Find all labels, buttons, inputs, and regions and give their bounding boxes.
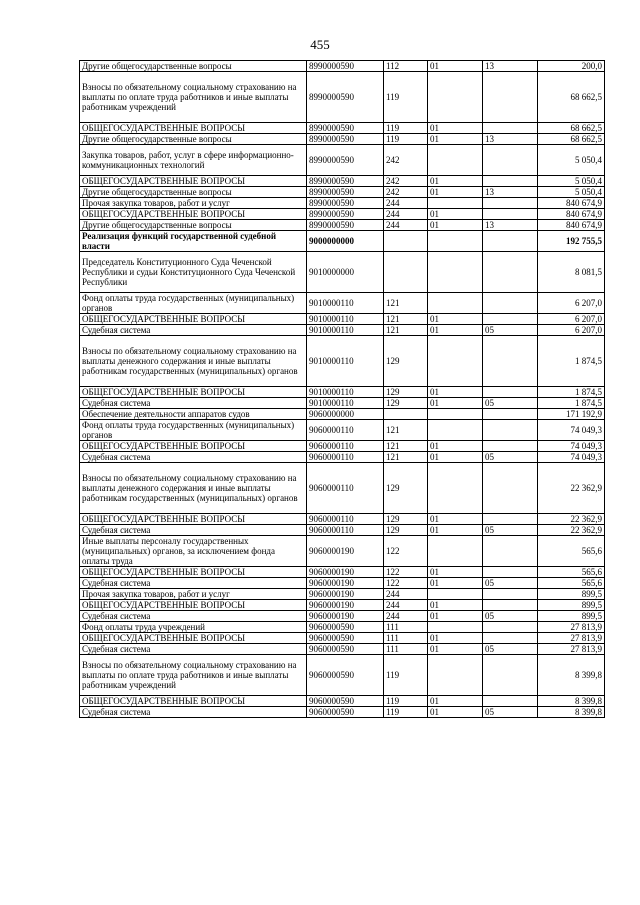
row-subsection: [483, 72, 538, 123]
row-code: 9060000110: [307, 463, 384, 514]
row-subsection: 05: [483, 452, 538, 463]
row-section: 01: [428, 600, 483, 611]
row-name: Судебная система: [80, 325, 307, 336]
row-subsection: 13: [483, 187, 538, 198]
table-row: [80, 409, 605, 420]
row-expense-type: 129: [384, 514, 428, 525]
row-code: 9060000590: [307, 644, 384, 655]
row-expense-type: 244: [384, 589, 428, 600]
row-subsection: 05: [483, 398, 538, 409]
row-expense-type: 121: [384, 420, 428, 441]
row-section: [428, 145, 483, 176]
row-subsection: [483, 514, 538, 525]
row-subsection: [483, 622, 538, 633]
row-expense-type: 244: [384, 611, 428, 622]
row-subsection: [483, 463, 538, 514]
row-section: 01: [428, 176, 483, 187]
table-row: [80, 696, 605, 707]
row-section: 01: [428, 452, 483, 463]
row-section: 01: [428, 123, 483, 134]
table-row: [80, 398, 605, 409]
row-code: 8990000590: [307, 176, 384, 187]
row-section: 01: [428, 61, 483, 72]
row-code: 9060000590: [307, 696, 384, 707]
row-expense-type: 244: [384, 600, 428, 611]
table-row: [80, 314, 605, 325]
table-row: [80, 452, 605, 463]
table-row: [80, 336, 605, 387]
row-sum: 74 049,3: [538, 452, 605, 463]
table-row: [80, 536, 605, 567]
row-expense-type: 122: [384, 567, 428, 578]
row-expense-type: 129: [384, 398, 428, 409]
row-name: Взносы по обязательному социальному страхованию на выплаты денежного содержания и иные выплаты работникам государственных (муниципальных) органов: [80, 336, 307, 387]
row-section: [428, 72, 483, 123]
table-row: [80, 325, 605, 336]
row-expense-type: 122: [384, 578, 428, 589]
budget-table-body: [80, 61, 605, 718]
row-subsection: [483, 123, 538, 134]
row-section: 01: [428, 707, 483, 718]
row-code: 9060000190: [307, 600, 384, 611]
table-row: [80, 463, 605, 514]
row-sum: 1 874,5: [538, 387, 605, 398]
row-code: 8990000590: [307, 123, 384, 134]
row-expense-type: 111: [384, 622, 428, 633]
row-name: Прочая закупка товаров, работ и услуг: [80, 589, 307, 600]
table-row: [80, 567, 605, 578]
row-subsection: [483, 420, 538, 441]
row-name: Обеспечение деятельности аппаратов судов: [80, 409, 307, 420]
row-subsection: [483, 293, 538, 314]
row-name: Судебная система: [80, 707, 307, 718]
row-expense-type: [384, 231, 428, 252]
row-expense-type: 121: [384, 325, 428, 336]
row-subsection: [483, 567, 538, 578]
row-sum: 68 662,5: [538, 72, 605, 123]
row-sum: 6 207,0: [538, 293, 605, 314]
row-code: 9010000110: [307, 325, 384, 336]
row-name: ОБЩЕГОСУДАРСТВЕННЫЕ ВОПРОСЫ: [80, 600, 307, 611]
row-section: 01: [428, 567, 483, 578]
table-row: [80, 420, 605, 441]
row-expense-type: 119: [384, 707, 428, 718]
table-row: [80, 578, 605, 589]
row-subsection: [483, 696, 538, 707]
row-sum: 22 362,9: [538, 525, 605, 536]
row-section: 01: [428, 633, 483, 644]
row-subsection: 05: [483, 525, 538, 536]
row-code: 8990000590: [307, 187, 384, 198]
table-row: [80, 187, 605, 198]
row-section: [428, 655, 483, 696]
row-name: Прочая закупка товаров, работ и услуг: [80, 198, 307, 209]
row-name: Судебная система: [80, 611, 307, 622]
row-sum: 5 050,4: [538, 187, 605, 198]
row-section: 01: [428, 220, 483, 231]
row-sum: 840 674,9: [538, 198, 605, 209]
row-subsection: [483, 336, 538, 387]
row-name: ОБЩЕГОСУДАРСТВЕННЫЕ ВОПРОСЫ: [80, 696, 307, 707]
table-row: [80, 441, 605, 452]
row-code: 9010000110: [307, 387, 384, 398]
budget-table: [79, 60, 605, 718]
row-subsection: [483, 536, 538, 567]
row-sum: 27 813,9: [538, 622, 605, 633]
row-sum: 899,5: [538, 611, 605, 622]
row-name: ОБЩЕГОСУДАРСТВЕННЫЕ ВОПРОСЫ: [80, 441, 307, 452]
row-expense-type: 129: [384, 525, 428, 536]
row-subsection: [483, 198, 538, 209]
row-name: Фонд оплаты труда учреждений: [80, 622, 307, 633]
table-row: [80, 61, 605, 72]
row-code: 9060000190: [307, 536, 384, 567]
row-sum: 68 662,5: [538, 123, 605, 134]
row-name: Судебная система: [80, 644, 307, 655]
row-sum: 1 874,5: [538, 398, 605, 409]
row-sum: 200,0: [538, 61, 605, 72]
row-name: ОБЩЕГОСУДАРСТВЕННЫЕ ВОПРОСЫ: [80, 314, 307, 325]
table-row: [80, 134, 605, 145]
table-row: [80, 655, 605, 696]
row-expense-type: 119: [384, 123, 428, 134]
row-expense-type: [384, 409, 428, 420]
row-expense-type: 111: [384, 633, 428, 644]
row-name: Судебная система: [80, 452, 307, 463]
row-name: ОБЩЕГОСУДАРСТВЕННЫЕ ВОПРОСЫ: [80, 567, 307, 578]
row-name: Судебная система: [80, 525, 307, 536]
row-sum: 6 207,0: [538, 314, 605, 325]
row-sum: 840 674,9: [538, 220, 605, 231]
row-sum: 5 050,4: [538, 176, 605, 187]
row-sum: 74 049,3: [538, 441, 605, 452]
table-row: [80, 220, 605, 231]
row-subsection: 13: [483, 134, 538, 145]
table-row: [80, 198, 605, 209]
row-code: 9060000590: [307, 633, 384, 644]
row-expense-type: 121: [384, 441, 428, 452]
row-name: Судебная система: [80, 578, 307, 589]
row-subsection: 13: [483, 61, 538, 72]
row-code: 9060000590: [307, 622, 384, 633]
row-name: Судебная система: [80, 398, 307, 409]
row-section: 01: [428, 398, 483, 409]
row-code: 9000000000: [307, 231, 384, 252]
row-subsection: [483, 589, 538, 600]
row-code: 9060000190: [307, 567, 384, 578]
row-section: [428, 409, 483, 420]
row-expense-type: 129: [384, 336, 428, 387]
row-code: 8990000590: [307, 145, 384, 176]
row-subsection: 05: [483, 644, 538, 655]
row-section: [428, 231, 483, 252]
row-name: Закупка товаров, работ, услуг в сфере информационно-коммуникационных технологий: [80, 145, 307, 176]
page-number: 455: [310, 37, 330, 52]
row-name: Иные выплаты персоналу государственных (муниципальных) органов, за исключением фонда оплаты труда: [80, 536, 307, 567]
table-row: [80, 293, 605, 314]
row-code: 9060000110: [307, 420, 384, 441]
row-expense-type: 119: [384, 655, 428, 696]
row-code: 9060000110: [307, 525, 384, 536]
row-name: Председатель Конституционного Суда Чеченской Республики и судьи Конституционного Суда Чеченской Республики: [80, 252, 307, 293]
row-name: ОБЩЕГОСУДАРСТВЕННЫЕ ВОПРОСЫ: [80, 209, 307, 220]
row-expense-type: 121: [384, 452, 428, 463]
row-subsection: 05: [483, 611, 538, 622]
row-section: [428, 463, 483, 514]
row-subsection: [483, 252, 538, 293]
table-row: [80, 622, 605, 633]
row-sum: 27 813,9: [538, 633, 605, 644]
row-code: 9010000110: [307, 314, 384, 325]
table-row: [80, 72, 605, 123]
row-name: Другие общегосударственные вопросы: [80, 187, 307, 198]
row-sum: 74 049,3: [538, 420, 605, 441]
table-row: [80, 387, 605, 398]
row-name: ОБЩЕГОСУДАРСТВЕННЫЕ ВОПРОСЫ: [80, 176, 307, 187]
row-sum: 27 813,9: [538, 644, 605, 655]
row-code: 8990000590: [307, 61, 384, 72]
row-section: [428, 336, 483, 387]
row-code: 8990000590: [307, 134, 384, 145]
row-name: Реализация функций государственной судебной власти: [80, 231, 307, 252]
row-sum: 565,6: [538, 567, 605, 578]
row-code: 8990000590: [307, 72, 384, 123]
row-name: Взносы по обязательному социальному страхованию на выплаты по оплате труда работников и иные выплаты работникам учреждений: [80, 655, 307, 696]
row-sum: 565,6: [538, 578, 605, 589]
row-code: 9060000000: [307, 409, 384, 420]
row-code: 9060000110: [307, 452, 384, 463]
table-row: [80, 644, 605, 655]
row-subsection: [483, 633, 538, 644]
row-expense-type: 244: [384, 209, 428, 220]
row-subsection: 13: [483, 220, 538, 231]
row-name: Взносы по обязательному социальному страхованию на выплаты по оплате труда работников и иные выплаты работникам учреждений: [80, 72, 307, 123]
row-sum: 899,5: [538, 589, 605, 600]
row-name: Другие общегосударственные вопросы: [80, 220, 307, 231]
row-expense-type: 242: [384, 176, 428, 187]
row-section: [428, 420, 483, 441]
row-section: 01: [428, 314, 483, 325]
row-subsection: [483, 441, 538, 452]
row-expense-type: 119: [384, 72, 428, 123]
row-name: ОБЩЕГОСУДАРСТВЕННЫЕ ВОПРОСЫ: [80, 514, 307, 525]
row-section: [428, 293, 483, 314]
table-row: [80, 514, 605, 525]
row-subsection: [483, 655, 538, 696]
row-expense-type: 119: [384, 696, 428, 707]
row-expense-type: 244: [384, 220, 428, 231]
row-name: Другие общегосударственные вопросы: [80, 61, 307, 72]
row-code: 9010000110: [307, 293, 384, 314]
row-sum: 8 399,8: [538, 655, 605, 696]
row-section: 01: [428, 325, 483, 336]
row-subsection: [483, 600, 538, 611]
row-name: Взносы по обязательному социальному страхованию на выплаты денежного содержания и иные выплаты работникам государственных (муниципальных) органов: [80, 463, 307, 514]
row-expense-type: 242: [384, 145, 428, 176]
row-code: 9010000000: [307, 252, 384, 293]
row-section: 01: [428, 187, 483, 198]
row-code: 9060000190: [307, 589, 384, 600]
row-name: ОБЩЕГОСУДАРСТВЕННЫЕ ВОПРОСЫ: [80, 633, 307, 644]
row-subsection: [483, 231, 538, 252]
table-row: [80, 633, 605, 644]
row-expense-type: [384, 252, 428, 293]
table-row: [80, 252, 605, 293]
row-subsection: [483, 387, 538, 398]
row-subsection: [483, 145, 538, 176]
row-section: 01: [428, 441, 483, 452]
row-code: 8990000590: [307, 220, 384, 231]
row-subsection: [483, 209, 538, 220]
row-section: [428, 198, 483, 209]
row-code: 9010000110: [307, 398, 384, 409]
row-section: 01: [428, 514, 483, 525]
row-expense-type: 122: [384, 536, 428, 567]
row-name: Фонд оплаты труда государственных (муниципальных) органов: [80, 420, 307, 441]
row-code: 9060000590: [307, 655, 384, 696]
row-expense-type: 119: [384, 134, 428, 145]
table-row: [80, 611, 605, 622]
row-expense-type: 244: [384, 198, 428, 209]
row-sum: 840 674,9: [538, 209, 605, 220]
row-code: 9060000190: [307, 611, 384, 622]
row-code: 9060000590: [307, 707, 384, 718]
row-expense-type: 242: [384, 187, 428, 198]
row-subsection: 05: [483, 707, 538, 718]
row-subsection: 05: [483, 578, 538, 589]
row-sum: 6 207,0: [538, 325, 605, 336]
row-sum: 565,6: [538, 536, 605, 567]
row-sum: 22 362,9: [538, 463, 605, 514]
row-expense-type: 121: [384, 293, 428, 314]
row-section: [428, 589, 483, 600]
row-expense-type: 129: [384, 387, 428, 398]
row-name: ОБЩЕГОСУДАРСТВЕННЫЕ ВОПРОСЫ: [80, 123, 307, 134]
row-code: 9060000190: [307, 578, 384, 589]
row-code: 9060000110: [307, 514, 384, 525]
row-code: 8990000590: [307, 209, 384, 220]
row-section: 01: [428, 611, 483, 622]
row-section: 01: [428, 387, 483, 398]
table-row: [80, 589, 605, 600]
row-section: 01: [428, 209, 483, 220]
table-row: [80, 209, 605, 220]
row-expense-type: 121: [384, 314, 428, 325]
row-subsection: [483, 176, 538, 187]
row-subsection: [483, 409, 538, 420]
row-code: 8990000590: [307, 198, 384, 209]
table-row: [80, 145, 605, 176]
row-section: [428, 622, 483, 633]
table-row: [80, 707, 605, 718]
row-expense-type: 112: [384, 61, 428, 72]
row-sum: 8 399,8: [538, 707, 605, 718]
row-expense-type: 111: [384, 644, 428, 655]
table-row: [80, 231, 605, 252]
row-code: 9060000110: [307, 441, 384, 452]
row-sum: 5 050,4: [538, 145, 605, 176]
row-sum: 171 192,9: [538, 409, 605, 420]
row-sum: 22 362,9: [538, 514, 605, 525]
row-subsection: [483, 314, 538, 325]
row-code: 9010000110: [307, 336, 384, 387]
row-section: [428, 252, 483, 293]
table-row: [80, 600, 605, 611]
row-section: [428, 536, 483, 567]
row-section: 01: [428, 644, 483, 655]
row-subsection: 05: [483, 325, 538, 336]
row-expense-type: 129: [384, 463, 428, 514]
row-sum: 68 662,5: [538, 134, 605, 145]
table-row: [80, 176, 605, 187]
row-sum: 899,5: [538, 600, 605, 611]
table-row: [80, 123, 605, 134]
row-section: 01: [428, 525, 483, 536]
table-row: [80, 525, 605, 536]
row-section: 01: [428, 696, 483, 707]
row-sum: 8 399,8: [538, 696, 605, 707]
row-name: Фонд оплаты труда государственных (муниципальных) органов: [80, 293, 307, 314]
row-sum: 192 755,5: [538, 231, 605, 252]
row-sum: 8 081,5: [538, 252, 605, 293]
row-name: ОБЩЕГОСУДАРСТВЕННЫЕ ВОПРОСЫ: [80, 387, 307, 398]
row-sum: 1 874,5: [538, 336, 605, 387]
row-name: Другие общегосударственные вопросы: [80, 134, 307, 145]
row-section: 01: [428, 134, 483, 145]
row-section: 01: [428, 578, 483, 589]
